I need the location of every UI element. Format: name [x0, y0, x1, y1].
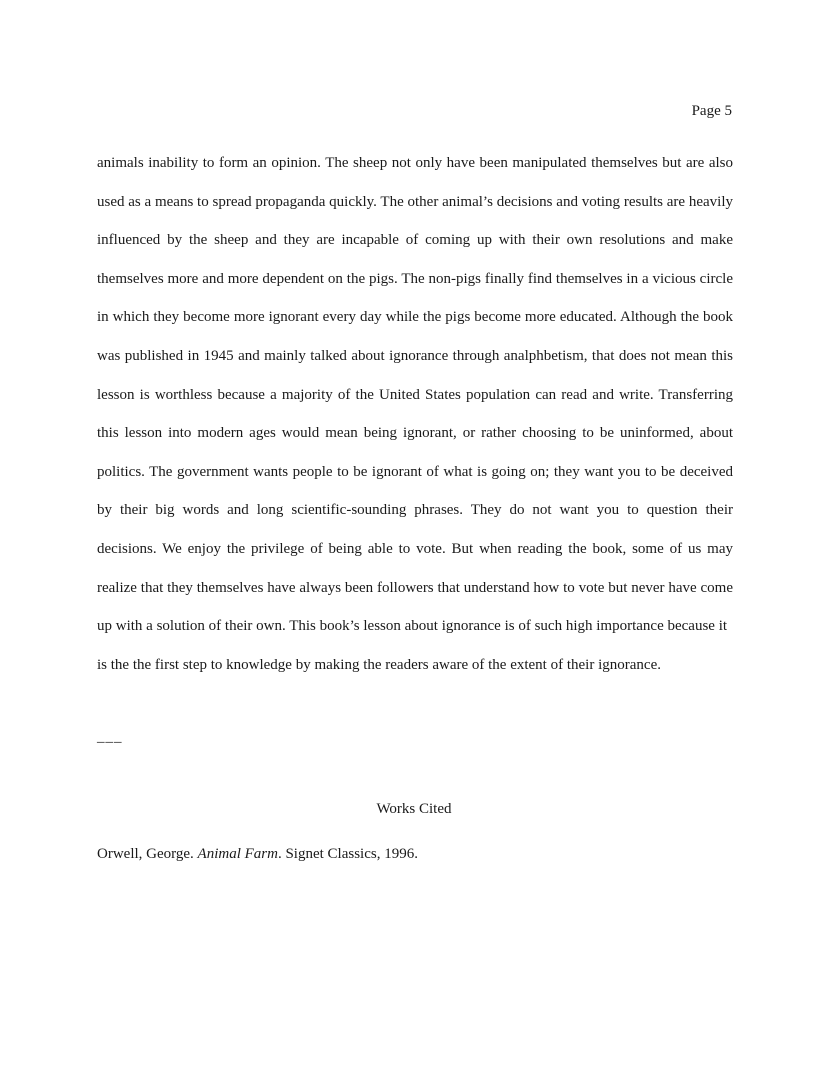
works-cited-entry	[97, 844, 418, 864]
works-cited-heading: Works Cited	[376, 801, 452, 817]
section-separator: ___	[97, 729, 123, 745]
page-number: Page 5	[691, 103, 732, 119]
body-paragraph-text: animals inability to form an opinion. The sheep not only have been manipulated themselves but are also used as a means to spread propaganda quickly. The other animal’s decisions and voting results are heavily influenced by the sheep and they are incapable of coming up with their own resolutions and make themselves more and more dependent on the pigs. The non-pigs finally find themselves in a vicious circle in which they become more ignorant every day while the pigs become more educated. Although the book was published in 1945 and mainly talked about ignorance through analphbetism, that does not mean this lesson is worthless because a majority of the United States population can read and write. Transferring this lesson into modern ages would mean being ignorant, or rather choosing to be uninformed, about politics. The government wants people to be ignorant of what is going on; they want you to be deceived by their big words and long scientific-sounding phrases. They do not want you to question their decisions. We enjoy the privilege of being able to vote. But when reading the book, some of us may realize that they themselves have always been followers that understand how to vote but never have come up with a solution of their own. This book’s lesson about ignorance is of such high importance because it	[97, 155, 733, 635]
citation-publication: . Signet Classics, 1996.	[277, 846, 418, 862]
citation-author: Orwell, George.	[97, 846, 198, 862]
body-paragraph	[97, 144, 733, 684]
citation-title: Animal Farm	[197, 846, 278, 862]
body-paragraph-last-line: is the the first step to knowledge by making the readers aware of the extent of their ignorance.	[97, 656, 661, 673]
